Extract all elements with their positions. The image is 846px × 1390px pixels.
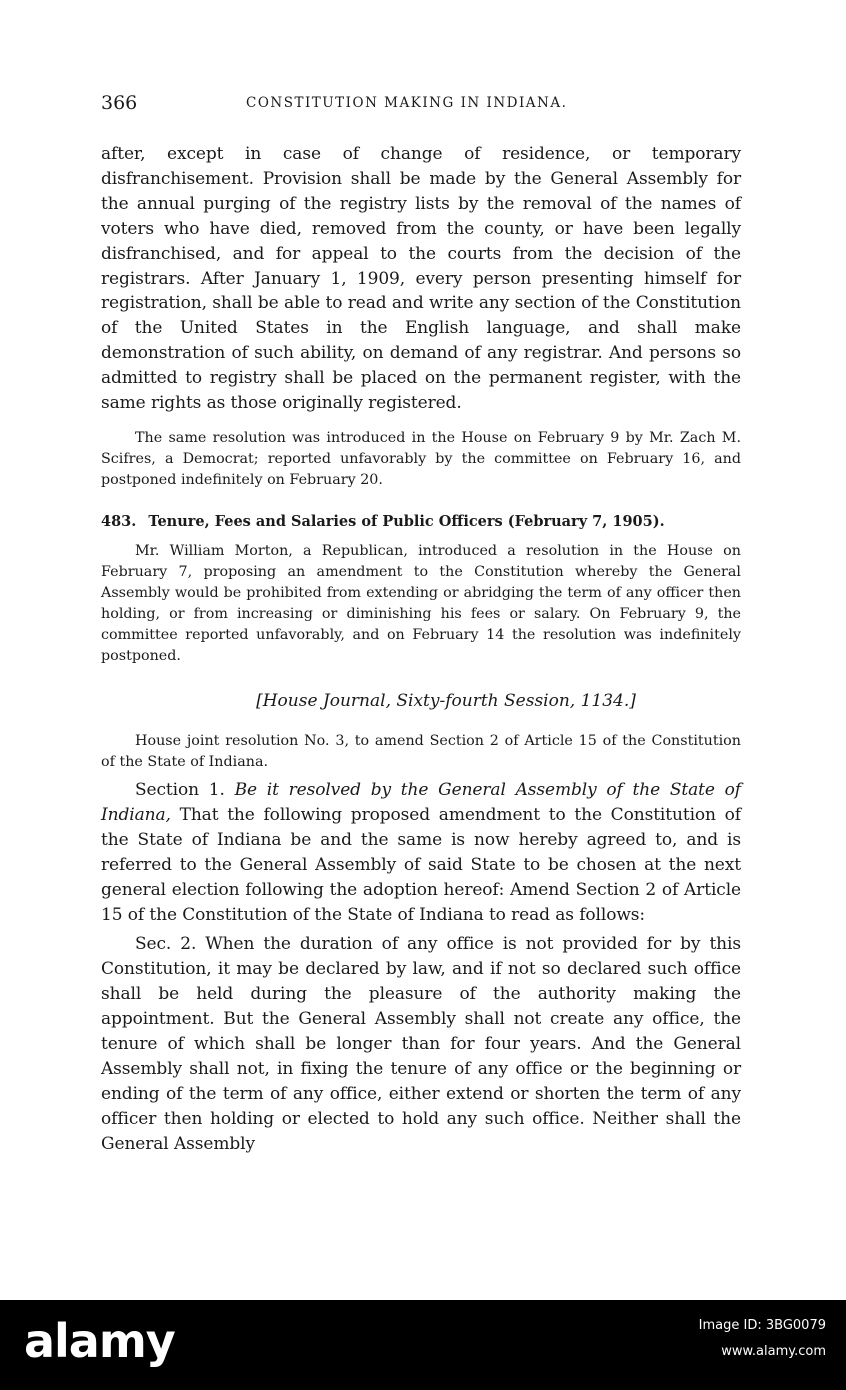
section-one-paragraph — [101, 778, 741, 927]
resolution-note: The same resolution was introduced in the House on February 9 by Mr. Zach M. Scifres, a Democrat; reported unfavorably by the committee on February 16, and postponed indefinitely on February 20. — [101, 429, 741, 488]
page-header — [101, 92, 741, 118]
section-one-lead: Section 1. — [135, 779, 225, 800]
journal-citation: [House Journal, Sixty-fourth Session, 1134.] — [256, 690, 636, 711]
section-one-enacting-clause: Be it resolved by the General Assembly of the State of Indiana, — [101, 779, 741, 825]
section-one-body: That the following proposed amendment to the Constitution of the State of Indiana be and the same is now hereby agreed to, and is referred to the General Assembly of said State to be chosen at the next general election following the adoption hereof: Amend Section 2 of Article 15 of the Constitution of the State of Indiana to read as follows: — [101, 804, 741, 925]
section-number: 483. — [101, 512, 137, 530]
section-title: Tenure, Fees and Salaries of Public Officers (February 7, 1905). — [148, 512, 665, 530]
page-number: 366 — [101, 92, 138, 114]
continued-paragraph: after, except in case of change of residence, or temporary disfranchisement. Provision shall be made by the General Assembly for the annual purging of the registry lists by the removal of the names of voters who have died, removed from the county, or have been legally disfranchised, and for appeal to the courts from the decision of the registrars. After January 1, 1909, every person presenting himself for registration, shall be able to read and write any section of the Constitution of the United States in the English language, and shall make demonstration of such ability, on demand of any registrar. And persons so admitted to registry shall be placed on the permanent register, with the same rights as those originally registered. — [101, 144, 741, 414]
section-paragraph: Mr. William Morton, a Republican, introduced a resolution in the House on February 7, proposing an amendment to the Constitution whereby the General Assembly would be prohibited from extending or abridging the term of any officer then holding, or from increasing or diminishing his fees or salary. On February 9, the committee reported unfavorably, and on February 14 the resolution was indefinitely postponed. — [101, 542, 741, 664]
sec-two-paragraph: Sec. 2. When the duration of any office is not provided for by this Constitution, it may be declared by law, and if not so declared such office shall be held during the pleasure of the authority making the appointment. But the General Assembly shall not create any office, the tenure of which shall be longer than for four years. And the General Assembly shall not, in fixing the tenure of any office or the beginning or ending of the term of any office, either extend or shorten the term of any officer then holding or elected to hold any such office. Neither shall the General Assembly — [101, 934, 741, 1154]
stock-watermark-bar — [0, 1300, 846, 1390]
running-title: CONSTITUTION MAKING IN INDIANA. — [246, 95, 568, 111]
page-content — [101, 142, 741, 1157]
image-id-label: Image ID: 3BG0079 — [698, 1318, 826, 1333]
alamy-logo: alamy — [24, 1314, 175, 1368]
section-heading — [101, 511, 741, 532]
alamy-url: www.alamy.com — [721, 1344, 826, 1359]
joint-resolution-text: House joint resolution No. 3, to amend Section 2 of Article 15 of the Constitution of the State of Indiana. — [101, 732, 741, 770]
